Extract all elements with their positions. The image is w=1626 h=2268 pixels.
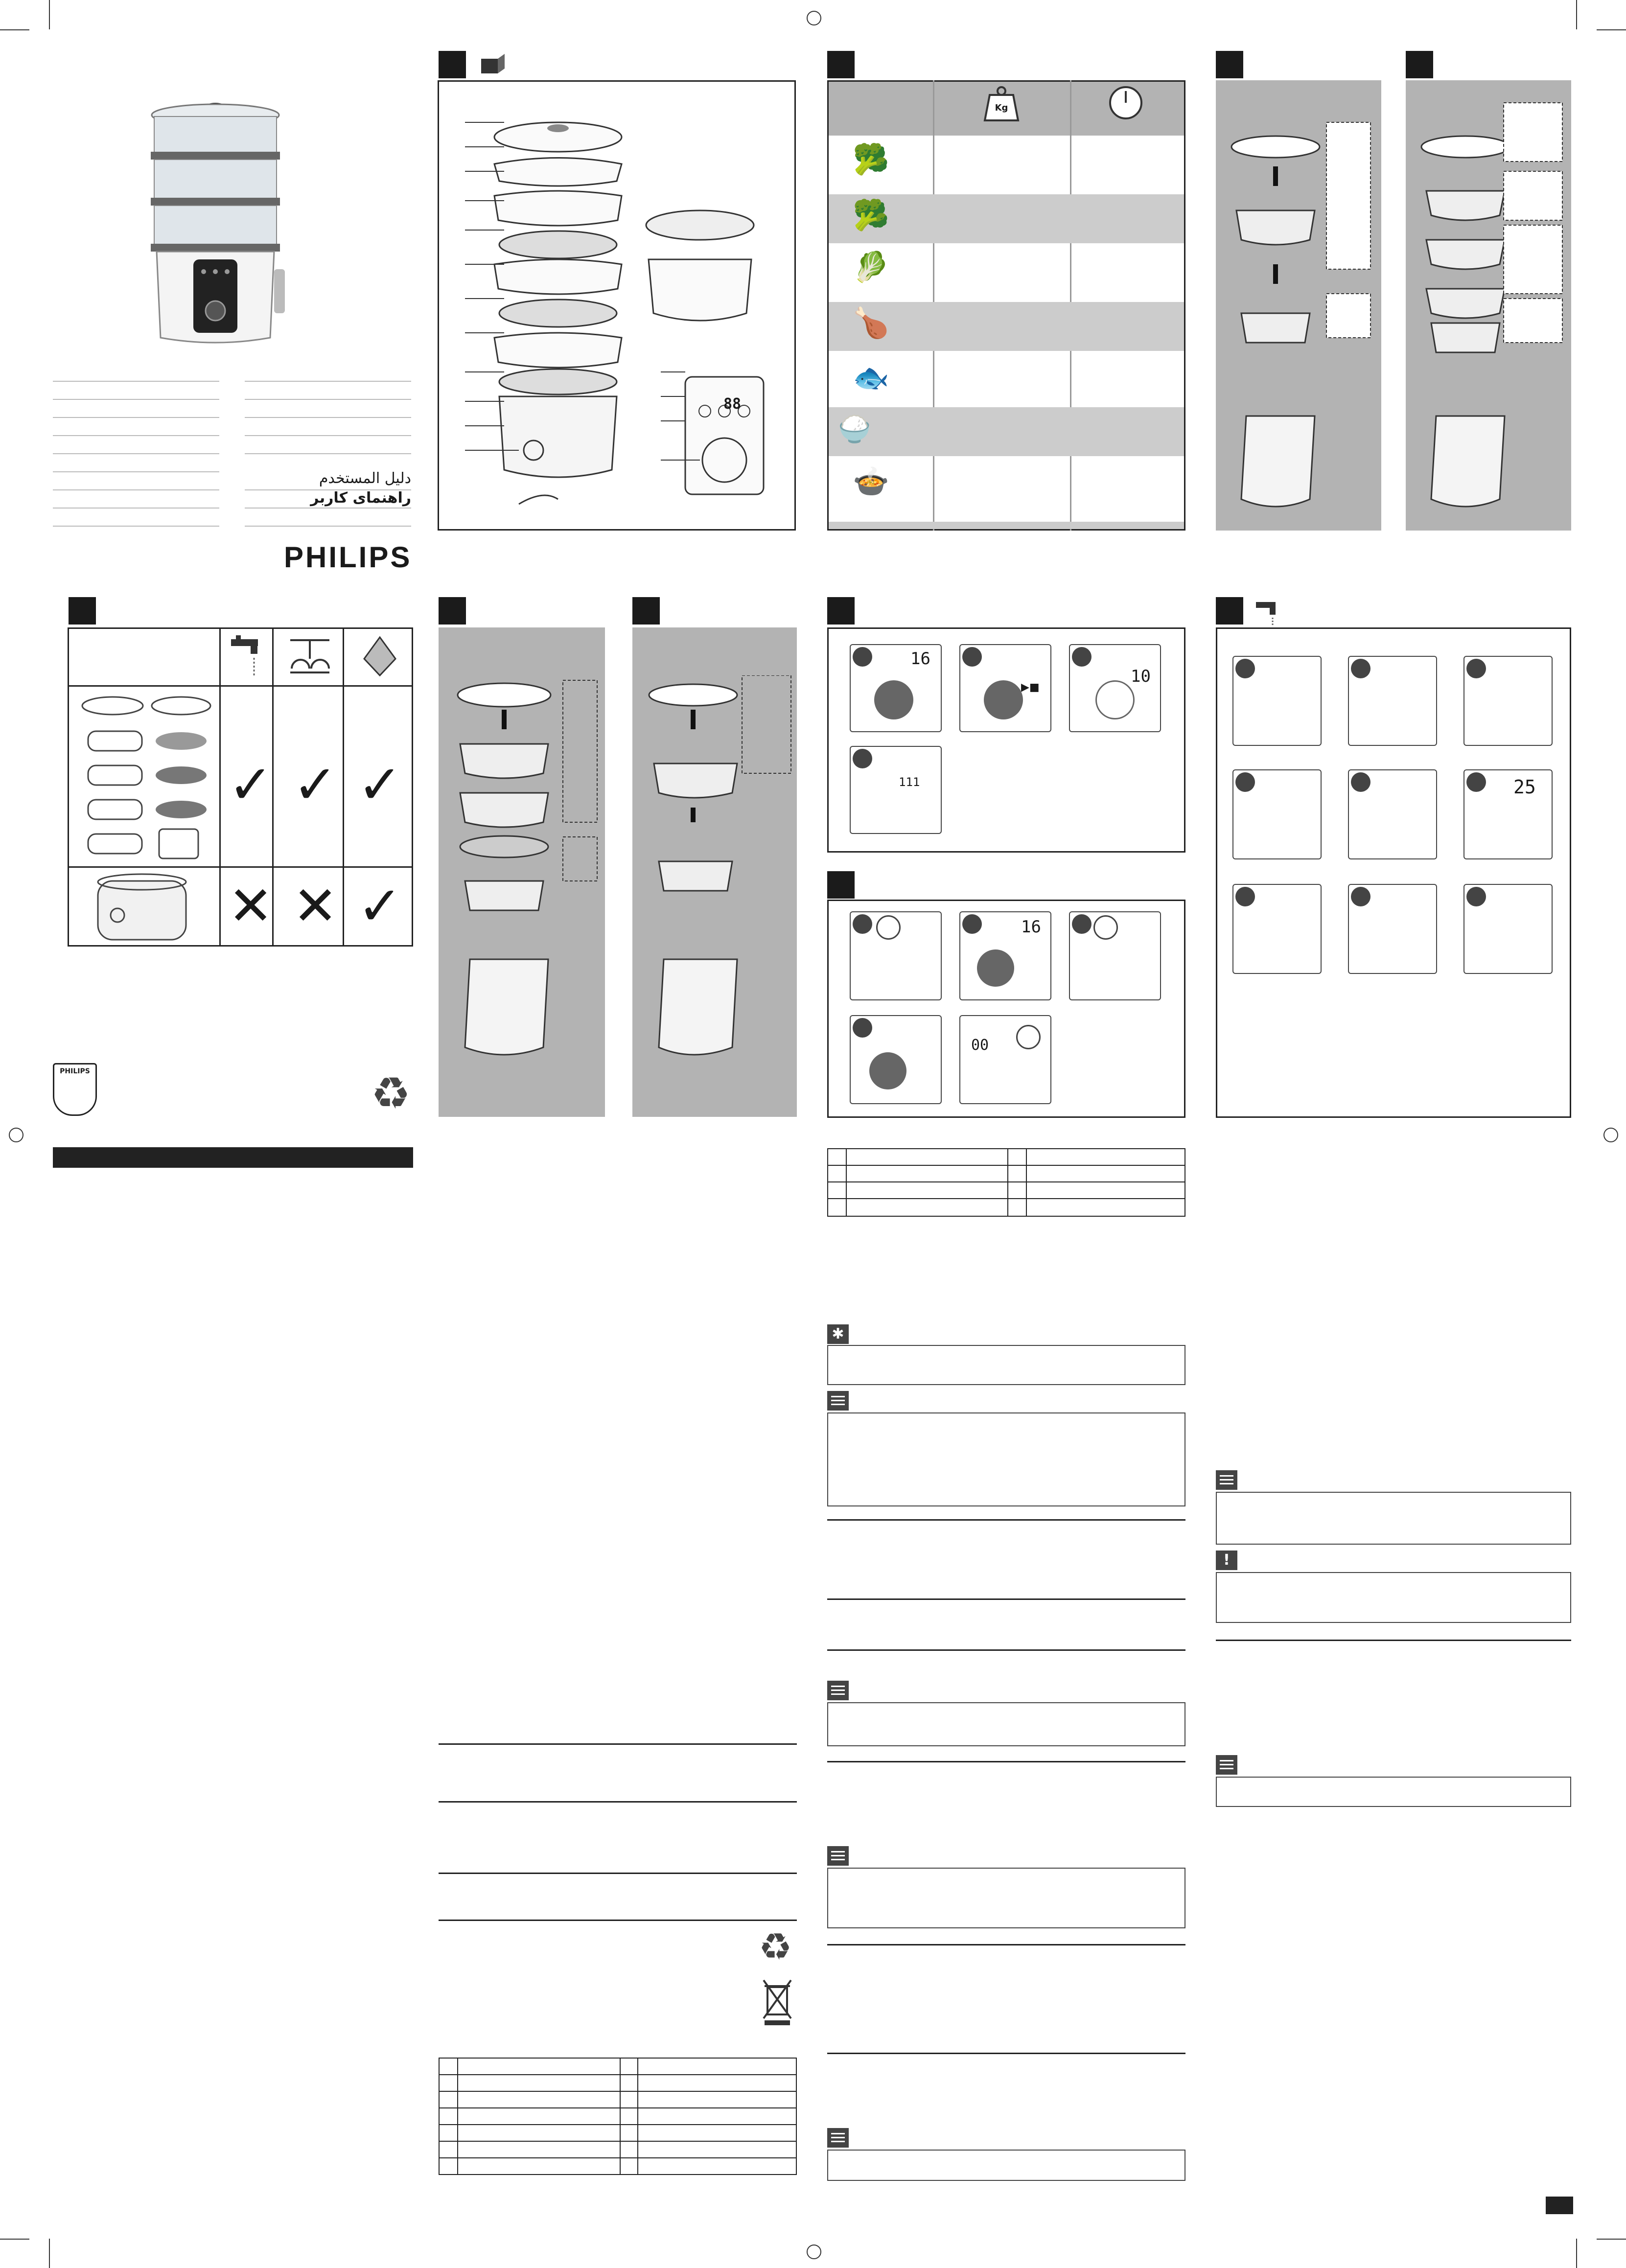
note-box bbox=[1216, 1492, 1571, 1545]
registration-mark bbox=[9, 1128, 23, 1142]
timer-display-00: 00 bbox=[971, 1037, 989, 1054]
weee-bin-icon bbox=[762, 1977, 793, 2028]
tap-icon bbox=[1253, 597, 1282, 628]
knob-illustration bbox=[874, 680, 913, 719]
note-box bbox=[1216, 1777, 1571, 1807]
check-mark: ✓ bbox=[357, 875, 403, 937]
steamer-parts-illustration bbox=[73, 692, 215, 865]
recycle-icon: ♻ bbox=[371, 1068, 411, 1119]
step-panel bbox=[959, 1015, 1051, 1104]
cleaning-table-divider bbox=[343, 627, 344, 947]
smiley-icon bbox=[876, 915, 901, 940]
dishwasher-icon bbox=[288, 634, 332, 680]
timer-display-25: 25 bbox=[1513, 776, 1536, 798]
section-marker bbox=[69, 597, 96, 625]
broccoli-icon: 🥦 bbox=[853, 198, 889, 232]
section-marker bbox=[827, 597, 855, 625]
step-number bbox=[1351, 887, 1370, 906]
note-box bbox=[827, 1702, 1185, 1746]
timer-display-16: 16 bbox=[910, 649, 930, 669]
step-number bbox=[1466, 772, 1486, 792]
brand-logo: PHILIPS bbox=[284, 541, 412, 574]
step-number bbox=[1072, 914, 1092, 934]
weight-icon bbox=[983, 84, 1020, 123]
cover-line bbox=[53, 453, 219, 454]
steamer-base-illustration bbox=[88, 871, 196, 947]
section-marker bbox=[827, 871, 855, 899]
cloth-icon bbox=[360, 634, 399, 680]
cover-line bbox=[245, 508, 411, 509]
timer-display-111: 111 bbox=[899, 775, 920, 789]
cover-title-persian: راهنمای کاربر bbox=[310, 489, 411, 507]
section-marker bbox=[1216, 597, 1243, 625]
cover-line bbox=[53, 399, 219, 400]
step-number bbox=[1235, 772, 1255, 792]
cover-title-arabic: دليل المستخدم bbox=[319, 470, 411, 487]
row-band bbox=[829, 407, 1184, 456]
step-number bbox=[1466, 887, 1486, 906]
knob-illustration bbox=[977, 949, 1014, 987]
box-icon bbox=[477, 52, 507, 76]
tap-icon bbox=[226, 634, 265, 680]
page-tab bbox=[1546, 2197, 1573, 2214]
section-rule bbox=[827, 1598, 1185, 1600]
note-icon bbox=[827, 2128, 849, 2148]
note-icon bbox=[827, 1391, 849, 1411]
rice-icon: 🍚 bbox=[838, 414, 871, 444]
tip-icon: ✱ bbox=[827, 1324, 849, 1344]
check-mark: ✓ bbox=[293, 753, 338, 816]
step-number bbox=[853, 647, 872, 667]
step-number bbox=[853, 914, 872, 934]
crop-mark bbox=[1597, 29, 1626, 30]
section-rule bbox=[439, 1920, 797, 1921]
note-box bbox=[827, 2150, 1185, 2181]
cover-line bbox=[53, 526, 219, 527]
smiley-icon bbox=[1093, 915, 1118, 940]
step-number bbox=[1351, 772, 1370, 792]
recycle-icon: ♻ bbox=[759, 1925, 792, 1968]
warning-box bbox=[1216, 1572, 1571, 1623]
cover-line bbox=[53, 381, 219, 382]
weight-label: Kg bbox=[995, 103, 1008, 113]
step-number bbox=[962, 647, 982, 667]
row-band bbox=[829, 522, 1184, 529]
start-stop-label: ▶■ bbox=[1021, 681, 1040, 694]
spec-table bbox=[439, 2058, 797, 2175]
note-box bbox=[827, 1868, 1185, 1928]
display-table bbox=[827, 1148, 1185, 1217]
assembly-illustration-b bbox=[639, 675, 796, 1079]
cover-line bbox=[245, 453, 411, 454]
cross-mark: ✕ bbox=[228, 875, 274, 937]
timer-display-10: 10 bbox=[1131, 667, 1151, 686]
section-marker bbox=[439, 597, 466, 625]
knob-illustration bbox=[1095, 680, 1135, 719]
timer-display-16b: 16 bbox=[1021, 917, 1041, 937]
crop-mark bbox=[49, 2239, 50, 2268]
section-rule bbox=[439, 1743, 797, 1745]
chicken-icon: 🍗 bbox=[853, 306, 889, 340]
fish-icon: 🐟 bbox=[853, 361, 889, 395]
tip-box bbox=[827, 1345, 1185, 1385]
smiley-icon bbox=[1016, 1025, 1041, 1049]
asparagus-icon: 🥦 bbox=[853, 142, 889, 177]
cover-line bbox=[245, 381, 411, 382]
warning-icon: ! bbox=[1216, 1551, 1237, 1570]
section-rule bbox=[827, 1944, 1185, 1945]
section-rule bbox=[827, 1761, 1185, 1762]
step-number bbox=[1466, 659, 1486, 678]
cover-line bbox=[245, 417, 411, 418]
cleaning-table-divider bbox=[68, 685, 413, 687]
step-number bbox=[1072, 647, 1092, 667]
crop-mark bbox=[49, 0, 50, 29]
section-rule bbox=[827, 1649, 1185, 1651]
section-marker bbox=[827, 51, 855, 78]
shield-brand: PHILIPS bbox=[60, 1067, 90, 1075]
cover-line bbox=[53, 471, 219, 472]
registration-mark bbox=[807, 11, 821, 25]
product-exploded-view bbox=[460, 98, 783, 519]
section-rule bbox=[827, 2053, 1185, 2054]
assembly-illustration-d bbox=[1412, 98, 1568, 521]
section-rule bbox=[439, 1801, 797, 1803]
cover-line bbox=[53, 417, 219, 418]
step-number bbox=[1235, 659, 1255, 678]
note-box bbox=[827, 1412, 1185, 1506]
step-number bbox=[853, 1018, 872, 1038]
note-icon bbox=[827, 1681, 849, 1700]
check-mark: ✓ bbox=[357, 753, 403, 816]
step-number bbox=[1351, 659, 1370, 678]
crop-mark bbox=[0, 29, 29, 30]
cleaning-table-divider bbox=[68, 866, 413, 868]
step-number bbox=[853, 749, 872, 768]
cover-bottom-bar bbox=[53, 1147, 413, 1168]
crop-mark bbox=[1576, 2239, 1577, 2268]
section-marker bbox=[632, 597, 660, 625]
registration-mark bbox=[1603, 1128, 1618, 1142]
note-icon bbox=[1216, 1470, 1237, 1490]
section-rule bbox=[827, 1519, 1185, 1521]
check-mark: ✓ bbox=[228, 753, 274, 816]
philips-shield-logo bbox=[53, 1063, 97, 1116]
cross-mark: ✕ bbox=[293, 875, 338, 937]
crop-mark bbox=[1576, 0, 1577, 29]
knob-illustration bbox=[869, 1052, 906, 1089]
clock-icon bbox=[1107, 84, 1144, 121]
cover-line bbox=[245, 435, 411, 436]
section-rule bbox=[439, 1873, 797, 1874]
step-number bbox=[962, 914, 982, 934]
section-marker bbox=[1406, 51, 1433, 78]
crop-mark bbox=[1597, 2239, 1626, 2240]
cover-line bbox=[245, 399, 411, 400]
section-marker bbox=[1216, 51, 1243, 78]
assembly-illustration-a bbox=[445, 675, 602, 1079]
section-marker bbox=[439, 51, 466, 78]
cover-line bbox=[53, 508, 219, 509]
registration-mark bbox=[807, 2245, 821, 2259]
crop-mark bbox=[0, 2239, 29, 2240]
assembly-illustration-c bbox=[1222, 117, 1378, 521]
cleaning-table-divider bbox=[219, 627, 221, 947]
note-icon bbox=[1216, 1755, 1237, 1775]
cover-product-image bbox=[142, 93, 289, 347]
cover-line bbox=[53, 489, 219, 490]
cover-line bbox=[245, 526, 411, 527]
control-panel-display: 88 bbox=[723, 395, 742, 413]
step-number bbox=[1235, 887, 1255, 906]
soup-icon: 🍲 bbox=[853, 464, 889, 499]
knob-illustration bbox=[984, 680, 1023, 719]
section-rule bbox=[1216, 1640, 1571, 1641]
cauliflower-icon: 🥬 bbox=[853, 250, 889, 284]
cover-line bbox=[53, 435, 219, 436]
note-icon bbox=[827, 1846, 849, 1866]
